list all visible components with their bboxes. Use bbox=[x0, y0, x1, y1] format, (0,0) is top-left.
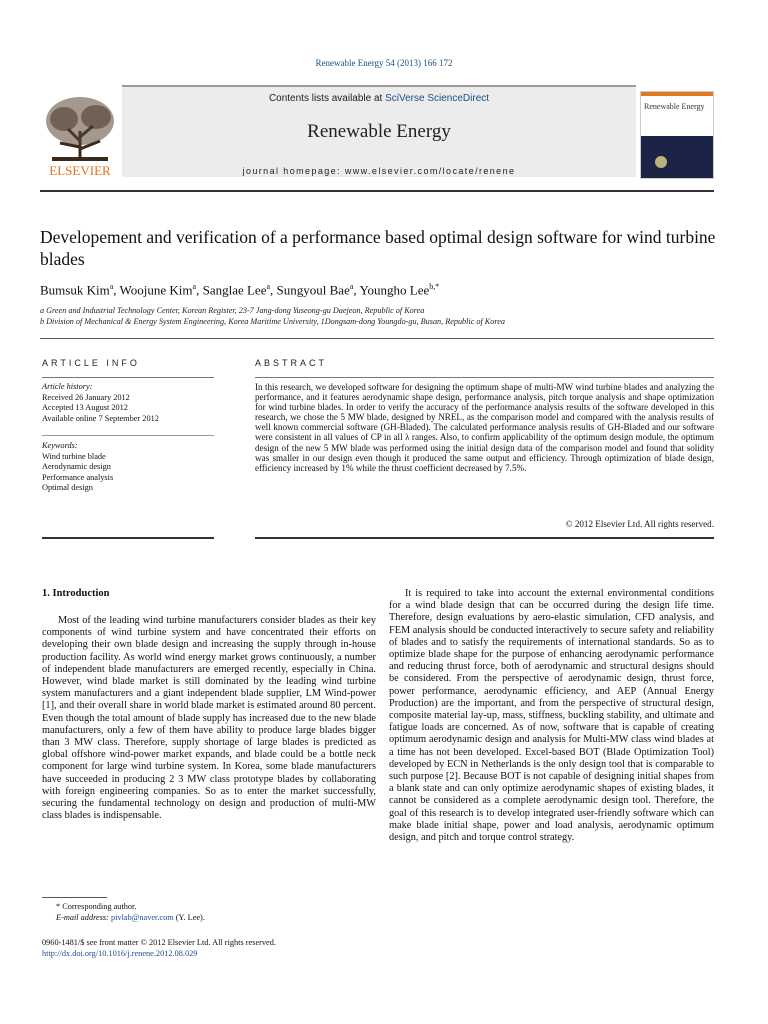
article-info-heading: ARTICLE INFO bbox=[42, 358, 140, 368]
footnote-rule bbox=[42, 897, 107, 898]
corresponding-author-note: * Corresponding author. bbox=[56, 902, 137, 911]
cover-image bbox=[641, 136, 713, 178]
cover-title: Renewable Energy bbox=[644, 102, 705, 111]
abstract-rule bbox=[255, 537, 714, 539]
keyword: Aerodynamic design bbox=[42, 462, 111, 471]
received-date: Received 26 January 2012 bbox=[42, 392, 130, 402]
author-affiliation-mark[interactable]: a bbox=[266, 282, 271, 291]
sciverse-link[interactable]: SciVerse ScienceDirect bbox=[385, 93, 490, 104]
affiliation-a: a Green and Industrial Technology Center, Korean Register, 23-7 Jang-dong Yuseong-gu Daejeon, Republic of Korea bbox=[40, 306, 425, 315]
author-affiliation-mark[interactable]: a bbox=[109, 282, 114, 291]
paper-title: Developement and verification of a performance based optimal design software for wind turbine blades bbox=[40, 227, 716, 269]
abstract-rule bbox=[255, 377, 714, 378]
keywords bbox=[42, 441, 214, 494]
journal-masthead bbox=[40, 85, 714, 180]
section-heading-introduction: 1. Introduction bbox=[42, 588, 110, 599]
copyright-notice: © 2012 Elsevier Ltd. All rights reserved. bbox=[565, 519, 714, 529]
journal-title: Renewable Energy bbox=[307, 121, 451, 142]
author-name: Woojune Kim bbox=[119, 282, 193, 298]
doi-link[interactable]: http://dx.doi.org/10.1016/j.renene.2012.08.029 bbox=[42, 948, 198, 958]
author-affiliation-mark[interactable]: a bbox=[349, 282, 354, 291]
info-rule bbox=[42, 537, 214, 539]
keyword: Optimal design bbox=[42, 483, 93, 492]
author-affiliation-mark[interactable]: b,* bbox=[429, 282, 440, 291]
article-history bbox=[42, 382, 214, 424]
journal-citation[interactable]: Renewable Energy 54 (2013) 166 172 bbox=[315, 58, 453, 68]
info-rule bbox=[42, 435, 214, 436]
body-column-right: It is required to take into account the external environmental conditions for a wind blade design that can be occurred during the design life time. Therefore, design evaluations by aero-elastic simulation, CFD analysis, and FEM analysis should be conducted interactively to secure safety and reliability of blades and to satisfy the requirements of international standards. So as to optimize blade shape for the purpose of enhancing aerodynamic performance and reducing thrust force, both of aerodynamic and structural designs should be considered. From the perspective of aerodynamic design, thrust force, power performance, aerodynamic efficiency, and AEP (Annual Energy Production) are the important, and from the perspective of structural design, composite material lay-up, mass, stiffness, buckling stability, and ultimate and fatigue loads are concerned. As of now, software that is capable of creating optimum aerodynamic design and analysis for Multi-MW class wind blades at a time has not been developed. Excel-based BOT (Blade Optimization Tool) developed by ECN in Netherlands is the only design tool that is comparable to such purpose [2]. Because BOT is not capable of designing initial shapes from a blank state and can only optimize aerodynamic shapes of existing blades, it cannot be considered as a complete aerodynamic design tool. Therefore, the goal of this research is to develop integrated user-friendly software which can make blade initial shape, power and load analysis, aerodynamic optimum design, and pitch and torque control strategy. bbox=[389, 588, 714, 844]
online-date: Available online 7 September 2012 bbox=[42, 413, 159, 423]
journal-header-box bbox=[122, 85, 636, 177]
elsevier-logo bbox=[40, 91, 120, 177]
author-affiliation-mark[interactable]: a bbox=[192, 282, 197, 291]
affiliation-b: b Division of Mechanical & Energy System Engineering, Korea Maritime University, 1Dongsam-dong Youngdo-gu, Busan, Republic of Korea bbox=[40, 317, 505, 326]
issn-line: 0960-1481/$ see front matter © 2012 Elsevier Ltd. All rights reserved. bbox=[42, 938, 276, 947]
email-suffix: (Y. Lee). bbox=[173, 912, 205, 922]
keyword: Wind turbine blade bbox=[42, 451, 106, 461]
email-link[interactable]: pivlab@naver.com bbox=[111, 912, 174, 922]
journal-homepage[interactable]: journal homepage: www.elsevier.com/locate/renene bbox=[242, 166, 516, 176]
accepted-date: Accepted 13 August 2012 bbox=[42, 403, 128, 412]
footnote bbox=[56, 902, 376, 923]
author-name: Bumsuk Kim bbox=[40, 282, 110, 298]
elsevier-wordmark: ELSEVIER bbox=[49, 163, 111, 177]
email-label: E-mail address: bbox=[56, 912, 111, 922]
cover-stripe bbox=[641, 92, 713, 96]
journal-cover bbox=[640, 91, 714, 179]
masthead-rule bbox=[40, 190, 714, 192]
author-name: Youngho Lee bbox=[359, 282, 430, 298]
info-rule bbox=[42, 377, 214, 378]
contents-prefix: Contents lists available at bbox=[268, 93, 386, 104]
history-label: Article history: bbox=[42, 382, 93, 391]
keywords-label: Keywords: bbox=[42, 441, 78, 450]
abstract-text: In this research, we developed software for designing the optimum shape of multi-MW wind turbine blades and analyzing the performance, and it features aerodynamic shape design, performance analysis, pitch torque analysis and shape optimization for wind turbine blades. In order to verify the accuracy of the performance analysis results of the software developed in this research, we chose the 5 MW blade, designed by NREL, as the comparison model and compared with the analysis results of well known commercial software (GH-Bladed). The calculated performance analysis results of GH-Bladed and our software were consistent in all values of CP in all λ ranges. Also, to confirm applicability of the optimum design module, the optimum design of the new 5 MW blade was performed using the initial design data of the comparison model and found that solidity was smaller in our design even though it produced the same output and efficiency. Through optimization of blade design, efficiency increased by 1% while the thrust coefficient decreased by 7.5%. bbox=[255, 382, 714, 473]
author-list: Bumsuk Kim$^a$, Woojune Kim$^a$, Sanglae Lee$^a$, Sungyoul Bae$^a$, Youngho Lee$^{b,*}$ bbox=[40, 282, 440, 298]
front-matter bbox=[42, 938, 402, 959]
keyword: Performance analysis bbox=[42, 472, 114, 482]
body-column-left: Most of the leading wind turbine manufacturers consider blades as their key components of wind turbine system and have concentrated their efforts on developing their own blade design and increasing the supply through in-house production facility. As world wind energy market grows continuously, a number of independent blade manufacturers are emerged recently, especially in China. However, wind blade market is still dominated by the leading wind turbine system manufacturers and a giant independent blade supplier, LM Wind-power [1], and their overall share in world blade market is estimated around 80 percent. Even though the total amount of blade supply has increased due to the new blade manufacturers, only a few of them have ability to produce large blades bigger than 3 MW class. Therefore, supply shortage of large blades is predicted as global offshore wind-power market expands, and blade could be a bottle neck component for large wind turbine system. In Korea, some blade manufacturers have succeeded in producing 2 3 MW class prototype blades by collaborating with foreign engineering companies. So as to enter the market successfully, securing the fundamental technology on design and production of multi-MW class blades is indispensable. bbox=[42, 615, 376, 822]
section-rule bbox=[40, 338, 714, 339]
contents-line bbox=[122, 93, 636, 104]
author-name: Sungyoul Bae bbox=[276, 282, 350, 298]
abstract-heading: ABSTRACT bbox=[255, 358, 328, 368]
author-name: Sanglae Lee bbox=[202, 282, 267, 298]
